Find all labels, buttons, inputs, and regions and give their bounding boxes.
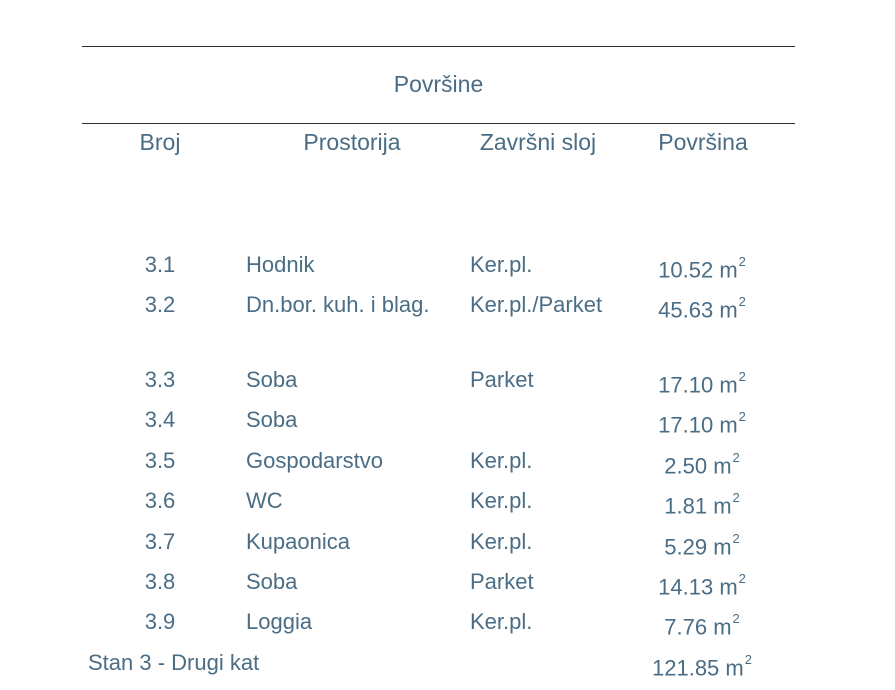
room-area: 5.29 $m^2$ [664, 531, 740, 560]
top-rule [82, 46, 795, 47]
room-area: 17.10 $m^2$ [658, 369, 746, 398]
room-finish: Ker.pl./Parket [470, 292, 603, 317]
room-name: Loggia [246, 609, 313, 634]
room-name: Gospodarstvo [246, 448, 383, 473]
header-rule [82, 123, 795, 124]
total-label: Stan 3 - Drugi kat [88, 650, 260, 675]
room-number: 3.9 [144, 609, 176, 634]
room-finish: Parket [470, 569, 534, 594]
room-name: Soba [246, 367, 298, 392]
table-title: Površine [393, 71, 484, 97]
room-area: 1.81 $m^2$ [664, 490, 740, 519]
room-number: 3.3 [144, 367, 176, 392]
room-area: 7.76 $m^2$ [664, 611, 740, 640]
room-finish: Ker.pl. [470, 252, 533, 277]
room-finish: Ker.pl. [470, 488, 533, 513]
room-finish: Ker.pl. [470, 529, 533, 554]
room-number: 3.6 [144, 488, 176, 513]
room-area: 17.10 $m^2$ [658, 409, 746, 438]
header-area: Površina [658, 129, 748, 155]
room-name: Dn.bor. kuh. i blag. [246, 292, 430, 317]
room-number: 3.5 [144, 448, 176, 473]
total-area: 121.85 $m^2$ [652, 652, 752, 681]
room-name: Hodnik [246, 252, 315, 277]
room-area: 45.63 $m^2$ [658, 294, 746, 323]
header-number: Broj [139, 129, 181, 155]
room-number: 3.1 [144, 252, 176, 277]
header-room: Prostorija [303, 129, 401, 155]
room-finish: Ker.pl. [470, 609, 533, 634]
room-area: 10.52 $m^2$ [658, 254, 746, 283]
room-number: 3.7 [144, 529, 176, 554]
room-number: 3.2 [144, 292, 176, 317]
room-area: 2.50 $m^2$ [664, 450, 740, 479]
room-name: Soba [246, 407, 298, 432]
room-number: 3.4 [144, 407, 176, 432]
room-number: 3.8 [144, 569, 176, 594]
room-area: 14.13 $m^2$ [658, 571, 746, 600]
room-name: Soba [246, 569, 298, 594]
header-finish: Završni sloj [479, 129, 597, 155]
room-finish: Parket [470, 367, 534, 392]
room-name: Kupaonica [246, 529, 350, 554]
room-finish: Ker.pl. [470, 448, 533, 473]
room-name: WC [246, 488, 283, 513]
